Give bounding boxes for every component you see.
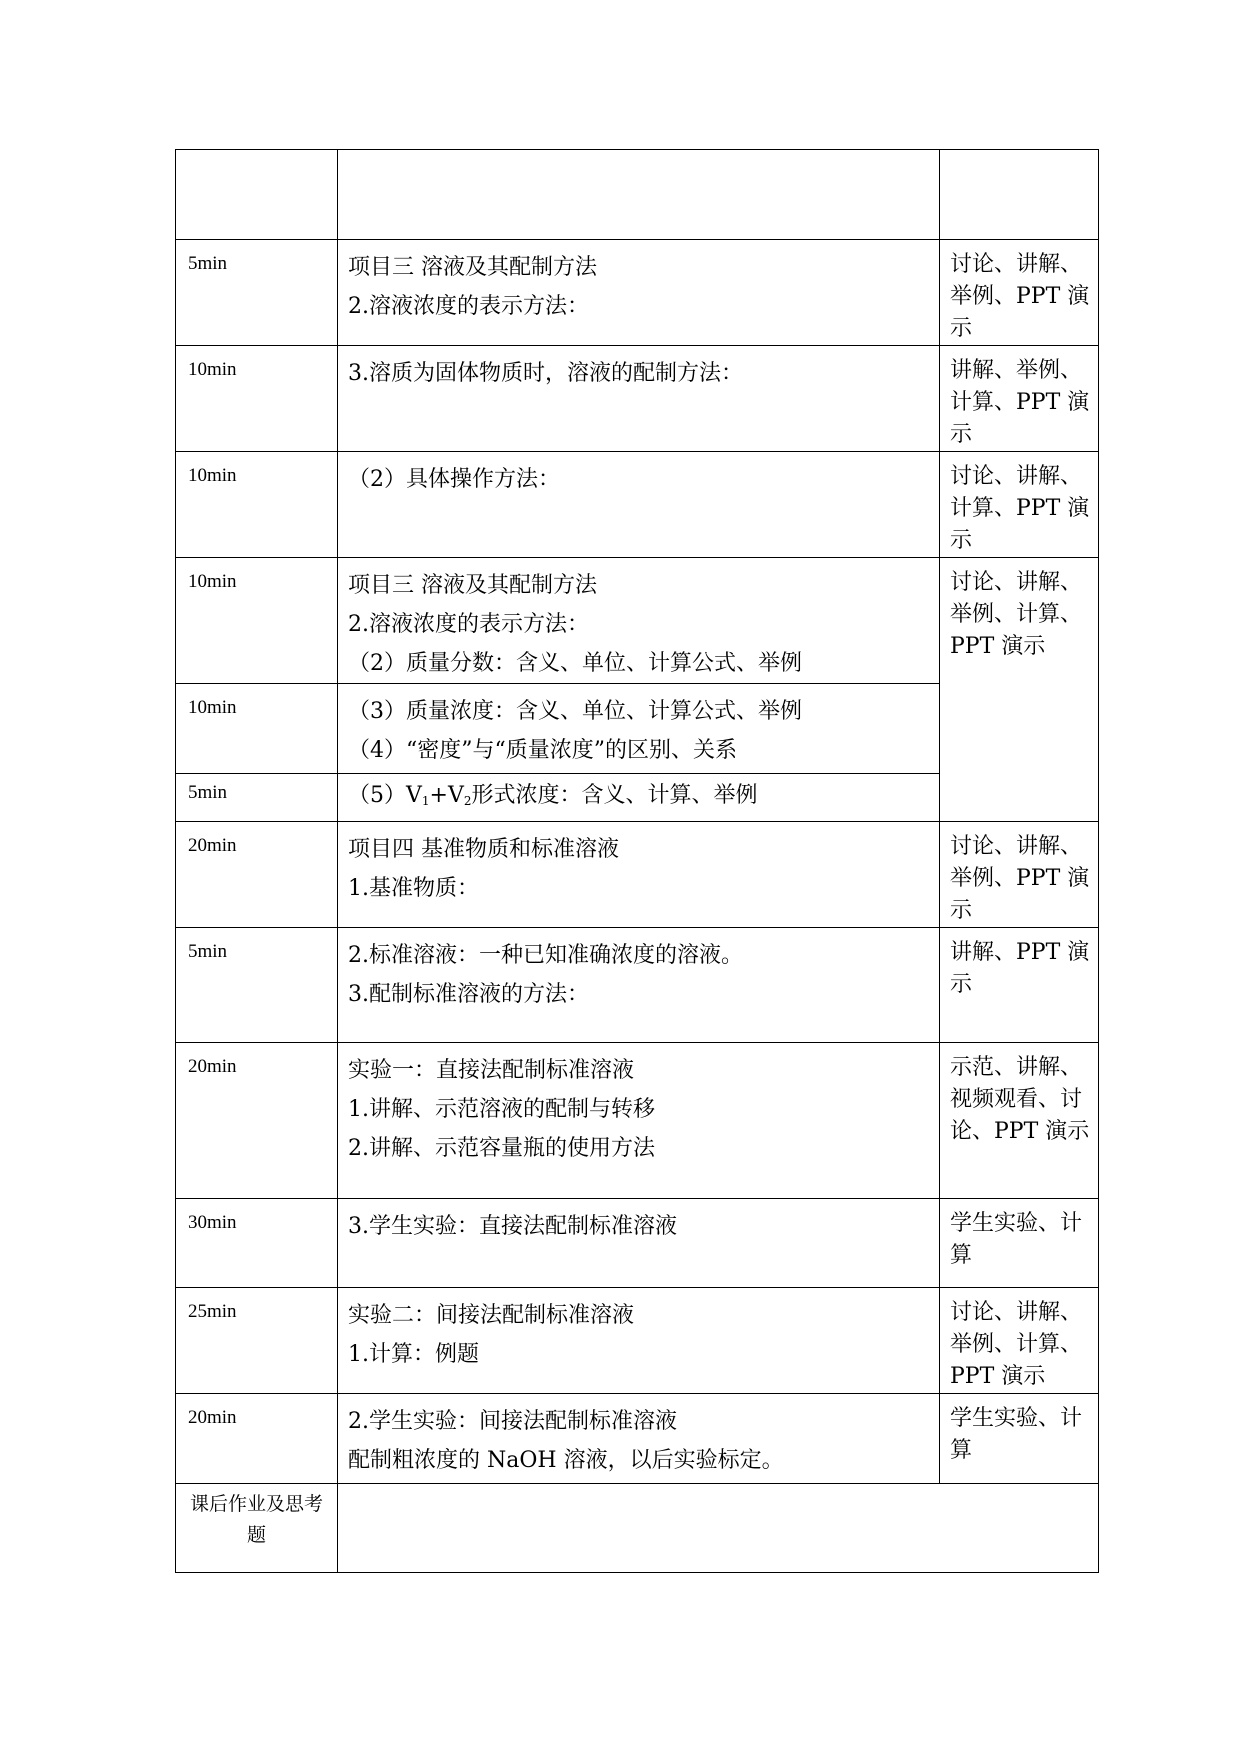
content-cell (338, 150, 940, 240)
table-row (176, 558, 1099, 684)
content-cell (338, 774, 940, 822)
content-line: 配制粗浓度的 NaOH 溶液，以后实验标定。 (348, 1448, 784, 1473)
table-row (176, 452, 1099, 558)
time-cell: 5min (176, 240, 338, 346)
content-line: 项目四 基准物质和标准溶液 (348, 837, 619, 862)
time-cell: 5min (176, 928, 338, 1043)
content-cell (338, 822, 940, 928)
content-cell (338, 1199, 940, 1288)
content-cell (338, 928, 940, 1043)
content-line: 3.配制标准溶液的方法： (348, 982, 589, 1007)
content-cell (338, 346, 940, 452)
content-line: （3）质量浓度：含义、单位、计算公式、举例 (348, 699, 802, 724)
time-cell (176, 150, 338, 240)
time-cell: 25min (176, 1288, 338, 1394)
homework-label: 课后作业及思考题 (176, 1484, 338, 1573)
content-line: （2）具体操作方法： (348, 467, 560, 492)
table-row (176, 822, 1099, 928)
content-line: 2.标准溶液：一种已知准确浓度的溶液。 (348, 943, 743, 968)
time-cell: 30min (176, 1199, 338, 1288)
table-row (176, 1199, 1099, 1288)
content-line: （4）“密度”与“质量浓度”的区别、关系 (348, 738, 737, 763)
table-row (176, 1043, 1099, 1199)
content-line: （2）质量分数：含义、单位、计算公式、举例 (348, 651, 802, 676)
time-cell: 20min (176, 1394, 338, 1484)
content-line: 2.学生实验：间接法配制标准溶液 (348, 1409, 677, 1434)
content-line: 项目三 溶液及其配制方法 (348, 255, 597, 280)
table-row (176, 1288, 1099, 1394)
content-line: 1.讲解、示范溶液的配制与转移 (348, 1097, 655, 1122)
content-cell (338, 452, 940, 558)
method-cell: 讲解、举例、计算、PPT 演示 (940, 346, 1099, 452)
time-cell: 5min (176, 774, 338, 822)
content-cell (338, 240, 940, 346)
method-cell: 讨论、讲解、举例、计算、PPT 演示 (940, 558, 1099, 822)
method-cell: 讨论、讲解、举例、PPT 演示 (940, 822, 1099, 928)
table-row (176, 346, 1099, 452)
table-row (176, 1484, 1099, 1573)
content-line: 实验二：间接法配制标准溶液 (348, 1303, 635, 1328)
method-cell: 讨论、讲解、计算、PPT 演示 (940, 452, 1099, 558)
content-cell (338, 684, 940, 774)
content-text: （5）V (348, 783, 422, 808)
content-line (348, 776, 939, 821)
time-cell: 20min (176, 822, 338, 928)
content-cell (338, 1288, 940, 1394)
time-cell: 10min (176, 452, 338, 558)
lesson-plan-table (175, 149, 1099, 1573)
content-line: 3.溶质为固体物质时，溶液的配制方法： (348, 361, 743, 386)
table-row (176, 240, 1099, 346)
content-cell (338, 1394, 940, 1484)
method-cell: 讨论、讲解、举例、计算、PPT 演示 (940, 1288, 1099, 1394)
content-line: 2.溶液浓度的表示方法： (348, 294, 589, 319)
time-cell: 10min (176, 558, 338, 684)
method-cell: 讲解、PPT 演示 (940, 928, 1099, 1043)
content-cell (338, 1043, 940, 1199)
content-line: 2.讲解、示范容量瓶的使用方法 (348, 1136, 655, 1161)
subscript: 2 (463, 794, 472, 808)
method-cell: 讨论、讲解、举例、PPT 演示 (940, 240, 1099, 346)
content-line: 实验一：直接法配制标准溶液 (348, 1058, 635, 1083)
table-row (176, 928, 1099, 1043)
content-line: 1.计算：例题 (348, 1342, 479, 1367)
homework-content (338, 1484, 1099, 1573)
content-cell (338, 558, 940, 684)
content-line: 2.溶液浓度的表示方法： (348, 612, 589, 637)
method-cell (940, 150, 1099, 240)
method-cell: 学生实验、计算 (940, 1394, 1099, 1484)
method-cell: 学生实验、计算 (940, 1199, 1099, 1288)
time-cell: 10min (176, 346, 338, 452)
content-line: 1.基准物质： (348, 876, 479, 901)
content-line: 3.学生实验：直接法配制标准溶液 (348, 1214, 677, 1239)
table-row (176, 1394, 1099, 1484)
table-row (176, 150, 1099, 240)
method-cell: 示范、讲解、视频观看、讨论、PPT 演示 (940, 1043, 1099, 1199)
content-text: +V (429, 783, 464, 808)
subscript: 1 (421, 794, 430, 808)
content-line: 项目三 溶液及其配制方法 (348, 573, 597, 598)
content-text: 形式浓度：含义、计算、举例 (471, 783, 758, 808)
time-cell: 20min (176, 1043, 338, 1199)
time-cell: 10min (176, 684, 338, 774)
